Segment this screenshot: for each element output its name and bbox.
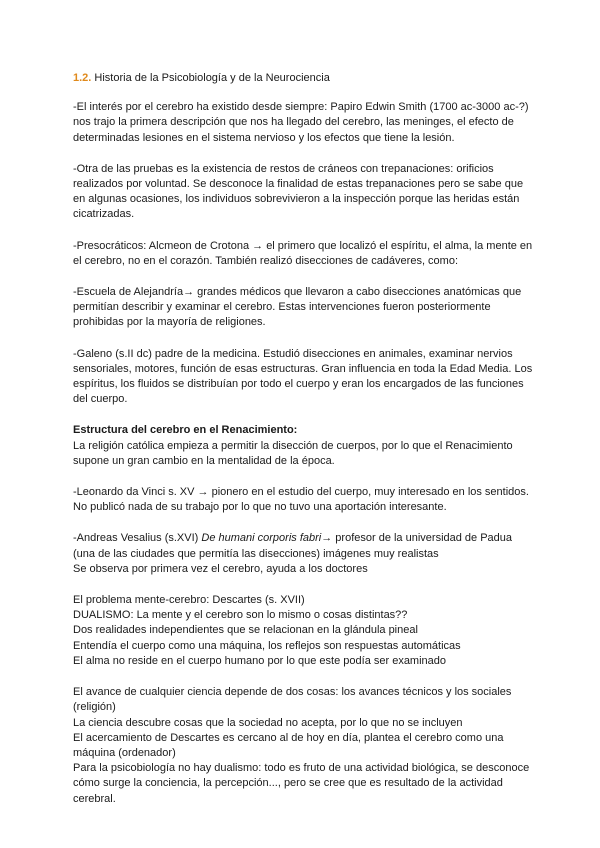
descartes-line: El problema mente-cerebro: Descartes (s. XVII): [73, 594, 305, 607]
vesalius-book-title: De humani corporis fabri: [201, 532, 322, 545]
conclusion-line: El acercamiento de Descartes es cercano al de hoy en día, plantea el cerebro como una máquina (ordenador): [73, 731, 504, 759]
section-heading: [73, 71, 533, 86]
conclusion-line: El avance de cualquier ciencia depende de dos cosas: los avances técnicos y los sociales (religión): [73, 686, 512, 714]
document-page: [73, 71, 533, 807]
paragraph-edwin-smith: -El interés por el cerebro ha existido desde siempre: Papiro Edwin Smith (1700 ac-3000 ac-?) nos trajo la primera descripción que nos ha llegado del cerebro, las meninges, el efecto de determinadas lesiones en el sistema nervioso y los efectos que tiene la lesión.: [73, 101, 529, 144]
vesalius-line-2: Se observa por primera vez el cerebro, ayuda a los doctores: [73, 562, 368, 575]
section-descartes: [73, 593, 533, 669]
paragraph-da-vinci: -Leonardo da Vinci s. XV → pionero en el estudio del cuerpo, muy interesado en los sentidos. No publicó nada de su trabajo por lo que no tuvo una aportación interesante.: [73, 486, 529, 514]
paragraph-galeno: -Galeno (s.II dc) padre de la medicina. Estudió disecciones en animales, examinar nervios sensoriales, motores, función de esas estructuras. Gran influencia en toda la Edad Media. Los espíritus, los fluidos se distribuían por todo el cuerpo y eran los encargados de las funciones del cuerpo.: [73, 347, 533, 406]
section-conclusion: [73, 685, 533, 807]
section-number: 1.2.: [73, 72, 92, 84]
renacimiento-text: La religión católica empieza a permitir la disección de cuerpos, por lo que el Renacimiento supone un gran cambio en la mentalidad de la época.: [73, 439, 513, 467]
descartes-line: El alma no reside en el cuerpo humano por lo que este podía ser examinado: [73, 654, 447, 667]
paragraph-alejandria: -Escuela de Alejandría→ grandes médicos que llevaron a cabo disecciones anatómicas que permitían describir y examinar el cerebro. Estas intervenciones fueron posteriormente prohibidas por la mayoría de religiones.: [73, 286, 522, 329]
vesalius-prefix: -Andreas Vesalius (s.XVI): [73, 532, 202, 545]
conclusion-line: Para la psicobiología no hay dualismo: todo es fruto de una actividad biológica, se desconoce cómo surge la conciencia, la percepción..., pero se cree que es resultado de la actividad cerebral.: [73, 762, 530, 805]
paragraph-presocraticos: -Presocráticos: Alcmeon de Crotona → el primero que localizó el espíritu, el alma, la mente en el cerebro, no en el corazón. También realizó disecciones de cadáveres, como:: [73, 239, 533, 267]
section-renacimiento: [73, 423, 533, 469]
descartes-line: Dos realidades independientes que se relacionan en la glándula pineal: [73, 624, 418, 637]
descartes-line: DUALISMO: La mente y el cerebro son lo mismo o cosas distintas??: [73, 609, 408, 622]
paragraph-trepanaciones: -Otra de las pruebas es la existencia de restos de cráneos con trepanaciones: orificios realizados por voluntad. Se desconoce la finalidad de estas trepanaciones pero se sabe que en algunas ocasiones, los individuos sobrevivieron a la inspección porque las heridas están cicatrizadas.: [73, 162, 524, 221]
renacimiento-heading: Estructura del cerebro en el Renacimiento:: [73, 424, 298, 437]
descartes-line: Entendía el cuerpo como una máquina, los reflejos son respuestas automáticas: [73, 639, 461, 652]
vesalius-suffix: → profesor de la universidad de Padua (una de las ciudades que permitía las disecciones) imágenes muy realistas: [73, 532, 513, 560]
paragraph-vesalius: [73, 531, 533, 577]
section-title: Historia de la Psicobiología y de la Neurociencia: [91, 72, 330, 84]
conclusion-line: La ciencia descubre cosas que la sociedad no acepta, por lo que no se incluyen: [73, 716, 463, 729]
